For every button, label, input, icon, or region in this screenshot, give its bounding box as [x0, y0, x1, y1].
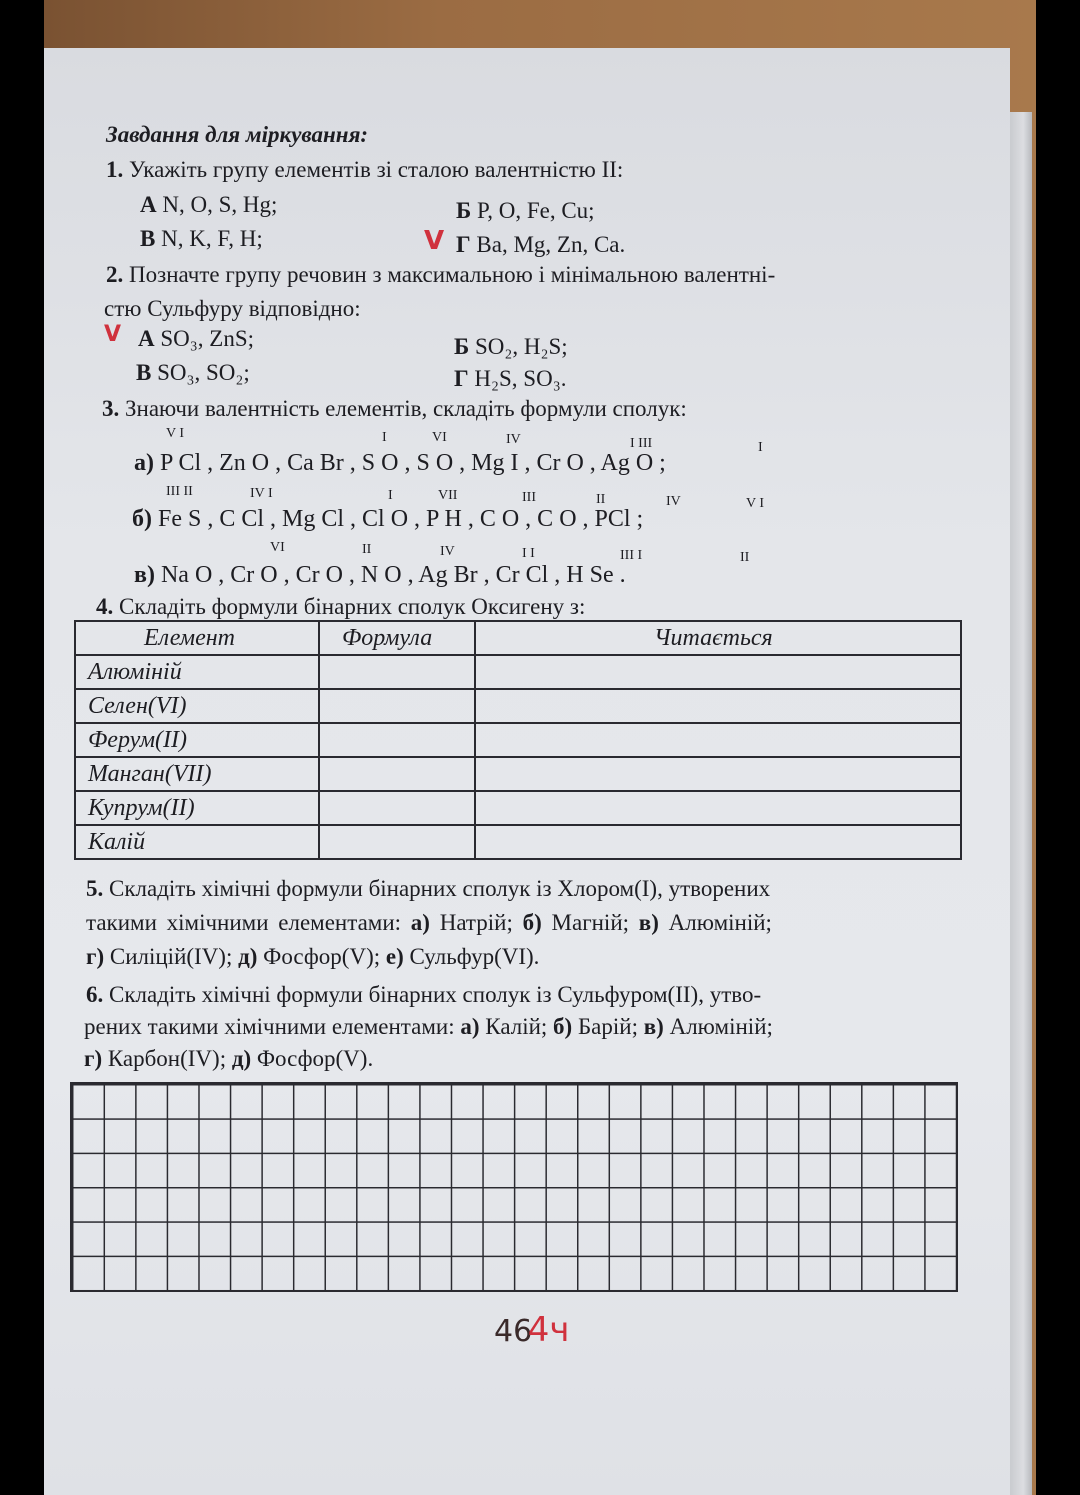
element-name: Калій; — [485, 1014, 548, 1039]
table-row — [75, 723, 961, 757]
element-cell: Купрум(II) — [75, 791, 319, 825]
task-2-number: 2. — [106, 262, 124, 287]
valence-mark: III I — [620, 548, 643, 563]
element-name: Силіцій(IV); — [109, 944, 233, 969]
subtask-label: д) — [231, 1046, 252, 1071]
formula-cell[interactable] — [319, 655, 475, 689]
page-edge — [1010, 112, 1032, 1495]
answer-grid[interactable] — [70, 1082, 958, 1292]
subtask-label: а) — [410, 910, 430, 935]
valence-mark: VI — [270, 540, 285, 555]
task-1-number: 1. — [106, 157, 124, 182]
task-2-prompt-line2: стю Сульфуру відповідно: — [104, 296, 361, 321]
reading-cell[interactable] — [475, 825, 961, 859]
option-letter: А — [140, 192, 157, 217]
element-cell: Калій — [75, 825, 319, 859]
element-cell: Селен(VI) — [75, 689, 319, 723]
valence-mark: III — [522, 490, 536, 505]
table-row — [75, 825, 961, 859]
valence-mark: VII — [438, 488, 458, 503]
task-6-line2 — [84, 1014, 773, 1040]
option-text: Ba, Mg, Zn, Ca. — [476, 232, 626, 257]
subtask-label: д) — [238, 944, 258, 969]
task-1-option-c[interactable] — [140, 226, 263, 252]
option-text: N, O, S, Hg; — [162, 192, 278, 217]
element-cell: Манган(VII) — [75, 757, 319, 791]
formula-cell[interactable] — [319, 757, 475, 791]
element-name: Фосфор(V); — [263, 944, 381, 969]
valence-mark: V I — [166, 426, 185, 441]
reading-cell[interactable] — [475, 791, 961, 825]
subtask-label: е) — [385, 944, 404, 969]
element-name: Фосфор(V). — [256, 1046, 374, 1071]
table-row — [75, 791, 961, 825]
valence-mark: II — [740, 550, 750, 565]
task-1-prompt — [106, 157, 623, 183]
task-2-prompt-line1 — [106, 262, 775, 288]
subtask-label: в) — [134, 562, 155, 588]
task-6-line3 — [84, 1046, 373, 1072]
option-letter: Г — [454, 366, 469, 391]
subtask-label: а) — [134, 450, 154, 476]
column-header-reading: Читається — [475, 621, 961, 655]
element-cell: Алюміній — [75, 655, 319, 689]
valence-mark: V I — [746, 496, 765, 511]
valence-mark: I — [382, 430, 387, 445]
section-heading: Завдання для міркування: — [106, 122, 369, 147]
task-5-text: Складіть хімічні формули бінарних сполук із Хлором(I), утворених — [109, 876, 771, 901]
element-name: Карбон(IV); — [107, 1046, 227, 1071]
printed-page-number: 46 — [494, 1314, 533, 1349]
task-2-option-a[interactable] — [138, 326, 254, 352]
column-header-formula: Формула — [319, 621, 475, 655]
task-5-number: 5. — [86, 876, 104, 901]
task-3-text: Знаючи валентність елементів, складіть формули сполук: — [125, 396, 687, 421]
page-number — [494, 1310, 569, 1350]
reading-cell[interactable] — [475, 723, 961, 757]
option-letter: Б — [454, 334, 470, 359]
option-text: H₂S, SO₃. — [474, 366, 567, 391]
formula-cell[interactable] — [319, 825, 475, 859]
table-header-row — [75, 621, 961, 655]
formula-cell[interactable] — [319, 791, 475, 825]
task-5-line3 — [86, 944, 539, 970]
option-text: N, K, F, H; — [161, 226, 263, 251]
task-3a-formulas — [134, 450, 666, 477]
valence-mark: I I — [522, 546, 535, 561]
option-text: P, O, Fe, Cu; — [476, 198, 595, 223]
formula-cell[interactable] — [319, 723, 475, 757]
task-1-option-b[interactable] — [456, 198, 595, 224]
valence-mark: IV — [666, 494, 681, 509]
formula-line: Na O , Cr O , Cr O , N O , Ag Br , Cr Cl , H Se . — [160, 562, 626, 588]
valence-mark: I — [388, 488, 393, 503]
task-2-text: Позначте групу речовин з максимальною і мінімальною валентні- — [129, 262, 776, 287]
valence-mark: II — [362, 542, 372, 557]
option-letter: В — [136, 360, 152, 385]
element-name: Барій; — [577, 1014, 638, 1039]
element-name: Алюміній; — [669, 1014, 773, 1039]
reading-cell[interactable] — [475, 757, 961, 791]
option-letter: В — [140, 226, 156, 251]
option-letter: А — [138, 326, 155, 351]
task-4-number: 4. — [96, 594, 114, 619]
subtask-label: а) — [460, 1014, 480, 1039]
subtask-label: г) — [86, 944, 105, 969]
task-5-text: такими хімічними елементами: — [86, 910, 402, 935]
valence-mark: IV — [506, 432, 521, 447]
column-header-element: Елемент — [75, 621, 319, 655]
element-name: Алюміній; — [668, 910, 772, 935]
task-6-line1 — [86, 982, 761, 1008]
task-5-line2 — [86, 910, 772, 936]
subtask-label: б) — [132, 506, 152, 532]
valence-mark: IV — [440, 544, 455, 559]
element-name: Магній; — [551, 910, 630, 935]
task-4-text: Складіть формули бінарних сполук Оксигену з: — [119, 594, 586, 619]
task-1-option-d[interactable] — [456, 232, 625, 258]
handwritten-page-number: 4ч — [527, 1310, 570, 1350]
option-text: SO₂, H₂S; — [474, 334, 568, 359]
task-3-prompt — [102, 396, 687, 422]
formula-cell[interactable] — [319, 689, 475, 723]
check-mark-icon: V — [424, 226, 445, 256]
subtask-label: б) — [522, 910, 542, 935]
task-6-text: Складіть хімічні формули бінарних сполук із Сульфуром(II), утво- — [109, 982, 762, 1007]
subtask-label: б) — [553, 1014, 573, 1039]
formula-line: Fe S , C Cl , Mg Cl , Cl O , P H , C O , C O , PCl ; — [158, 506, 644, 532]
task-2-option-b[interactable] — [454, 334, 568, 360]
element-cell: Ферум(II) — [75, 723, 319, 757]
element-name: Натрій; — [439, 910, 513, 935]
task-3b-formulas — [132, 506, 643, 533]
formula-line: P Cl , Zn O , Ca Br , S O , S O , Mg I , Cr O , Ag O ; — [160, 450, 666, 476]
task-2-option-c[interactable] — [136, 360, 250, 386]
task-6-text: рених такими хімічними елементами: — [84, 1014, 455, 1039]
valence-mark: II — [596, 492, 606, 507]
check-mark-icon: V — [104, 322, 122, 347]
oxide-table — [74, 620, 962, 860]
valence-mark: IV I — [250, 486, 273, 501]
element-name: Сульфур(VI). — [409, 944, 540, 969]
option-text: SO₃, ZnS; — [160, 326, 255, 351]
option-text: SO₃, SO₂; — [157, 360, 250, 385]
task-1-text: Укажіть групу елементів зі сталою валентністю II: — [129, 157, 624, 182]
subtask-label: г) — [84, 1046, 103, 1071]
valence-mark: I III — [630, 436, 653, 451]
option-letter: Б — [456, 198, 472, 223]
task-4-prompt — [96, 594, 585, 620]
table-row — [75, 689, 961, 723]
task-3c-formulas — [134, 562, 626, 589]
valence-mark: III II — [166, 484, 193, 499]
task-1-option-a[interactable] — [140, 192, 277, 218]
reading-cell[interactable] — [475, 689, 961, 723]
table-row — [75, 655, 961, 689]
table-row — [75, 757, 961, 791]
subtask-label: в) — [638, 910, 659, 935]
task-3-number: 3. — [102, 396, 120, 421]
task-6-number: 6. — [86, 982, 104, 1007]
option-letter: Г — [456, 232, 471, 257]
task-2-option-d[interactable] — [454, 366, 566, 392]
valence-mark: VI — [432, 430, 447, 445]
valence-mark: I — [758, 440, 763, 455]
subtask-label: в) — [643, 1014, 664, 1039]
task-5-line1 — [86, 876, 770, 902]
reading-cell[interactable] — [475, 655, 961, 689]
